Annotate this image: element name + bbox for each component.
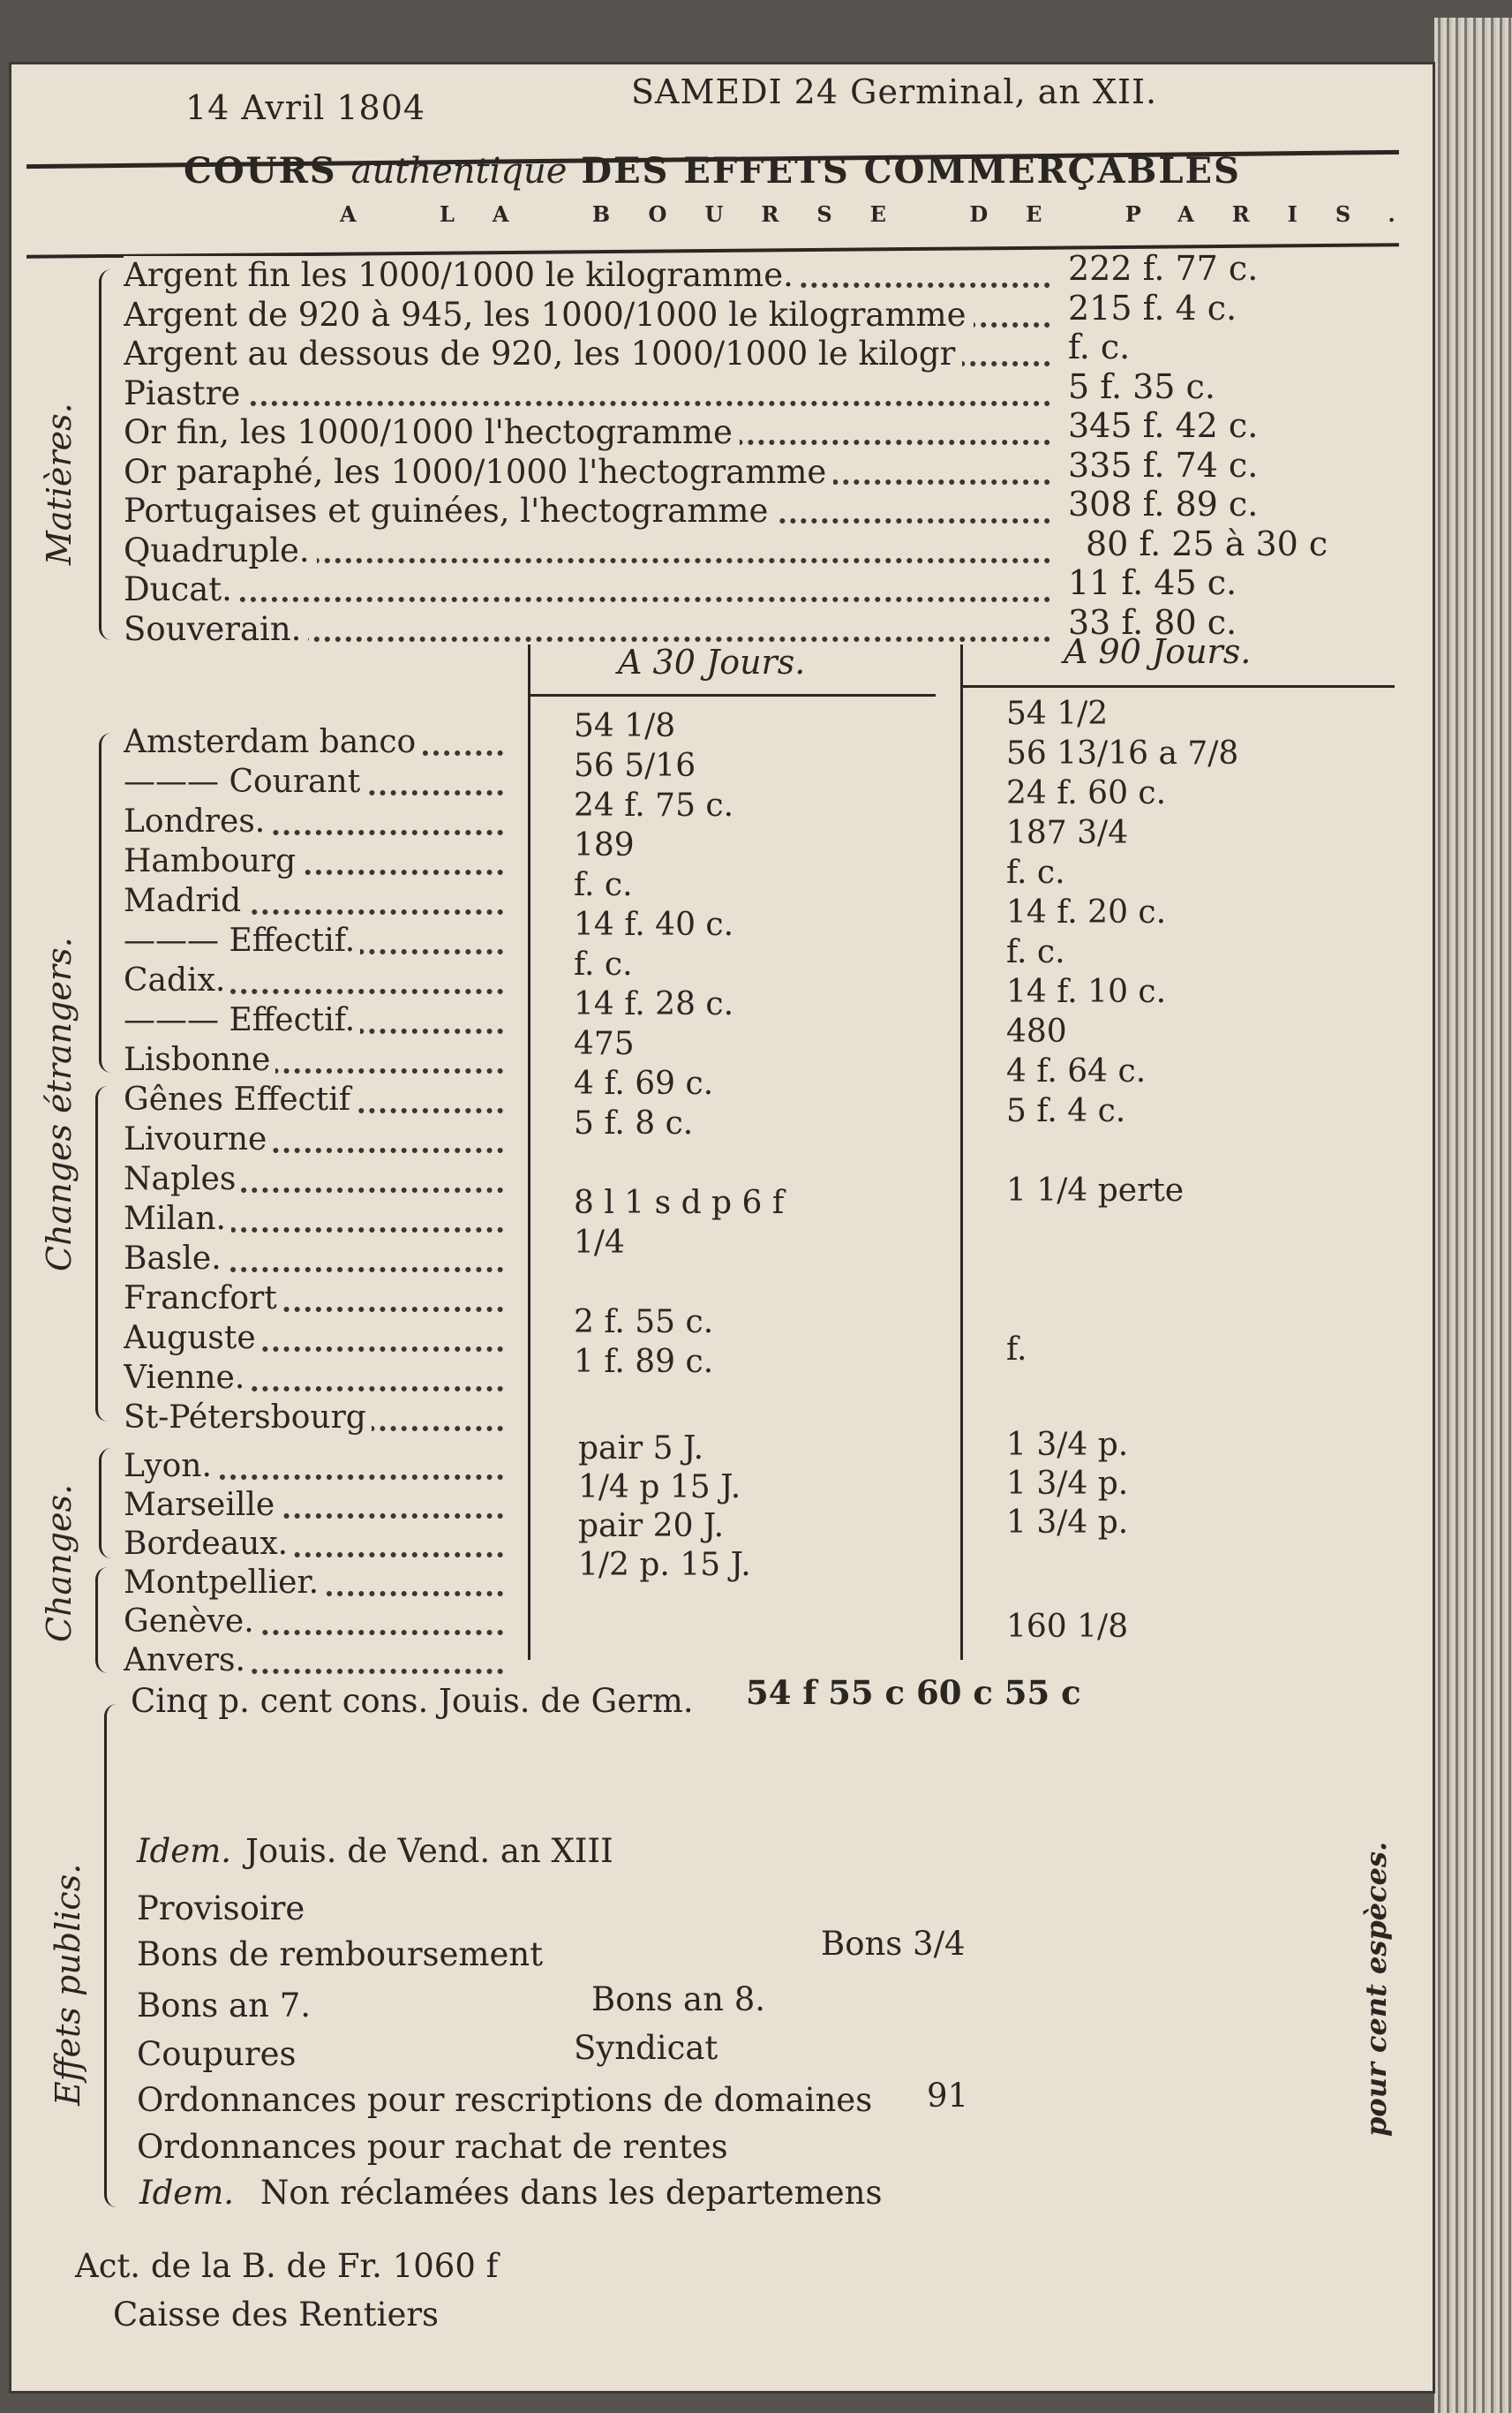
change-place-label: Bordeaux. — [124, 1526, 293, 1562]
date-gregorian: 14 Avril 1804 — [185, 88, 426, 127]
column-header-90-jours: A 90 Jours. — [1064, 632, 1252, 671]
column-divider-right — [960, 645, 963, 1660]
matiere-row — [124, 570, 1050, 609]
change-row — [124, 1487, 512, 1526]
cinq-pour-cent-value: 54 f 55 c 60 c 55 c — [746, 1673, 1081, 1712]
date-republican: SAMEDI 24 Germinal, an XII. — [631, 72, 1158, 111]
idem-jouis-rest: Jouis. de Vend. an XIII — [245, 1832, 613, 1870]
change-row — [124, 1642, 512, 1681]
change-place-label: ——— Courant — [124, 764, 365, 800]
change-etranger-row — [124, 843, 512, 882]
change-etranger-row — [124, 1280, 512, 1319]
change-etranger-row — [124, 1082, 512, 1120]
ordonnances-rachat: Ordonnances pour rachat de rentes — [137, 2128, 728, 2166]
matiere-price: 335 f. 74 c. — [1068, 445, 1259, 485]
rate-30-jours: 1/4 p 15 J. — [578, 1469, 741, 1505]
section-label-changes-etrangers: Changes étrangers. — [40, 937, 79, 1271]
rate-90-jours: 14 f. 20 c. — [1006, 894, 1167, 931]
change-place-label: Livourne — [124, 1121, 272, 1157]
change-etranger-row — [124, 1240, 512, 1279]
rate-90-jours: f. c. — [1006, 934, 1065, 970]
brace-changes-1 — [99, 1448, 117, 1558]
change-etranger-row — [124, 1201, 512, 1240]
column-header-30-jours: A 30 Jours. — [618, 643, 806, 682]
section-label-matieres: Matières. — [40, 403, 79, 565]
rate-90-jours: 5 f. 4 c. — [1006, 1093, 1126, 1129]
change-place-label: Montpellier. — [124, 1565, 324, 1601]
book-page-edges — [1434, 18, 1512, 2413]
rate-30-jours: 4 f. 69 c. — [574, 1066, 714, 1102]
rate-90-jours: 56 13/16 a 7/8 — [1006, 735, 1239, 772]
change-place-label: Madrid — [124, 883, 246, 919]
rate-30-jours: 2 f. 55 c. — [574, 1304, 714, 1340]
change-row — [124, 1448, 512, 1487]
column-rule-30 — [530, 694, 936, 697]
matiere-label: Souverain. — [124, 610, 308, 648]
cinq-pour-cent-label: Cinq p. cent cons. Jouis. de Germ. — [131, 1682, 694, 1720]
rate-30-jours: 14 f. 40 c. — [574, 907, 734, 943]
ordonnances-domaines-value: 91 — [927, 2077, 969, 2115]
change-etranger-row — [124, 1360, 512, 1399]
matiere-price: f. c. — [1068, 328, 1131, 366]
provisoire: Provisoire — [137, 1889, 305, 1927]
bons-an-7: Bons an 7. — [137, 1987, 311, 2025]
rate-30-jours: pair 5 J. — [578, 1430, 704, 1467]
matiere-row — [124, 256, 1050, 295]
rate-30-jours: 54 1/8 — [574, 708, 676, 744]
change-row — [124, 1526, 512, 1565]
change-etranger-row — [124, 1042, 512, 1081]
change-place-label: ——— Effectif. — [124, 923, 360, 959]
idem-jouis-italic: Idem. — [137, 1832, 232, 1870]
brace-matieres — [99, 269, 117, 640]
rate-90-jours: f. — [1006, 1331, 1027, 1368]
bons-remboursement: Bons de remboursement — [137, 1935, 544, 1973]
change-place-label: Lyon. — [124, 1448, 217, 1484]
change-etranger-row — [124, 803, 512, 842]
change-place-label: St-Pétersbourg — [124, 1399, 372, 1436]
matiere-price: 215 f. 4 c. — [1068, 288, 1237, 328]
change-place-label: Lisbonne — [124, 1042, 275, 1078]
change-place-label: Londres. — [124, 803, 270, 840]
leader-dots — [124, 401, 1050, 406]
brace-changes-etrangers-2 — [95, 1086, 114, 1421]
change-etranger-row — [124, 923, 512, 961]
rate-30-jours: 1 f. 89 c. — [574, 1344, 714, 1380]
matiere-price: 11 f. 45 c. — [1068, 563, 1237, 602]
change-place-label: Genève. — [124, 1603, 260, 1640]
rate-90-jours: 1 1/4 perte — [1006, 1173, 1185, 1209]
rate-30-jours: 189 — [574, 827, 635, 863]
rate-30-jours: 5 f. 8 c. — [574, 1105, 694, 1142]
change-place-label: Anvers. — [124, 1642, 251, 1678]
matiere-label: Argent au dessous de 920, les 1000/1000 le kilogr — [124, 335, 962, 373]
side-note-pour-cent-especes: pour cent espèces. — [1359, 1841, 1393, 2137]
section-label-changes: Changes. — [40, 1483, 79, 1642]
change-etranger-row — [124, 764, 512, 803]
brace-effets-publics — [104, 1704, 124, 2207]
matiere-price: 345 f. 42 c. — [1068, 406, 1259, 445]
rate-90-jours: 4 f. 64 c. — [1006, 1053, 1147, 1090]
rate-90-jours: 1 3/4 p. — [1006, 1504, 1129, 1541]
change-place-label: Basle. — [124, 1240, 227, 1277]
change-etranger-row — [124, 1399, 512, 1438]
rate-90-jours: 480 — [1006, 1014, 1067, 1050]
matiere-price: 222 f. 77 c. — [1068, 249, 1259, 288]
matiere-label: Argent fin les 1000/1000 le kilogramme. — [124, 256, 801, 294]
rate-30-jours: 1/2 p. 15 J. — [578, 1547, 751, 1583]
rate-90-jours: 160 1/8 — [1006, 1609, 1129, 1645]
rate-90-jours: 24 f. 60 c. — [1006, 775, 1167, 811]
change-place-label: Cadix. — [124, 962, 230, 999]
ordonnances-domaines: Ordonnances pour rescriptions de domaines — [137, 2081, 873, 2119]
matiere-label: Portugaises et guinées, l'hectogramme — [124, 492, 775, 530]
change-etranger-row — [124, 1161, 512, 1200]
matiere-price: 5 f. 35 c. — [1068, 366, 1215, 406]
change-place-label: Auguste — [124, 1320, 261, 1356]
rate-30-jours: f. c. — [574, 867, 633, 903]
change-etranger-row — [124, 1002, 512, 1041]
brace-changes-2 — [95, 1567, 114, 1673]
brace-changes-etrangers-1 — [99, 733, 117, 1073]
rate-90-jours: 1 3/4 p. — [1006, 1427, 1129, 1463]
matiere-row — [124, 374, 1050, 413]
rate-30-jours: f. c. — [574, 946, 633, 983]
matiere-row — [124, 610, 1050, 649]
change-etranger-row — [124, 962, 512, 1001]
change-etranger-row — [124, 1121, 512, 1160]
matiere-label: Argent de 920 à 945, les 1000/1000 le kilogramme — [124, 296, 974, 334]
rate-90-jours: 14 f. 10 c. — [1006, 974, 1167, 1010]
change-etranger-row — [124, 883, 512, 922]
column-rule-90 — [962, 685, 1395, 688]
rate-30-jours: 14 f. 28 c. — [574, 986, 734, 1022]
matiere-row — [124, 532, 1050, 570]
change-row — [124, 1565, 512, 1603]
page-title: COURS authentique DES EFFETS COMMERÇABLES — [184, 150, 1241, 192]
footer-action-banque: Act. de la B. de Fr. 1060 f — [75, 2247, 499, 2285]
change-place-label: Hambourg — [124, 843, 301, 879]
change-place-label: Naples — [124, 1161, 241, 1197]
rate-30-jours: 475 — [574, 1026, 635, 1062]
matiere-row — [124, 492, 1050, 531]
bons-3-4: Bons 3/4 — [821, 1925, 966, 1963]
idem-non-reclamees-italic: Idem. — [139, 2174, 235, 2212]
matiere-price: 80 f. 25 à 30 c — [1086, 524, 1328, 563]
matiere-row — [124, 296, 1050, 335]
change-place-label: Marseille — [124, 1487, 280, 1523]
matiere-label: Ducat. — [124, 570, 239, 608]
change-place-label: Gênes Effectif — [124, 1082, 356, 1118]
matiere-price: 33 f. 80 c. — [1068, 602, 1237, 642]
matiere-row — [124, 453, 1050, 492]
idem-non-reclamees-rest: Non réclamées dans les departemens — [260, 2174, 883, 2212]
column-divider-left — [528, 645, 530, 1660]
change-place-label: Milan. — [124, 1201, 231, 1237]
matiere-row — [124, 413, 1050, 452]
change-place-label: Francfort — [124, 1280, 282, 1316]
rate-30-jours: 1/4 — [574, 1225, 625, 1261]
rate-30-jours: pair 20 J. — [578, 1508, 725, 1544]
matiere-label: Or fin, les 1000/1000 l'hectogramme — [124, 413, 740, 451]
section-label-effets-publics: Effets publics. — [49, 1863, 87, 2106]
page-subtitle: A LA BOURSE DE PARIS. — [340, 201, 1433, 227]
rate-30-jours: 56 5/16 — [574, 748, 696, 784]
matiere-label: Or paraphé, les 1000/1000 l'hectogramme — [124, 453, 833, 491]
change-etranger-row — [124, 1320, 512, 1359]
rate-90-jours: 1 3/4 p. — [1006, 1466, 1129, 1502]
matiere-row — [124, 335, 1050, 373]
change-place-label: ——— Effectif. — [124, 1002, 360, 1038]
rate-30-jours: 24 f. 75 c. — [574, 788, 734, 824]
matiere-price: 308 f. 89 c. — [1068, 485, 1259, 524]
coupures: Coupures — [137, 2035, 297, 2073]
matiere-label: Quadruple. — [124, 532, 317, 569]
leader-dots — [124, 597, 1050, 602]
rate-90-jours: 54 1/2 — [1006, 696, 1109, 732]
matiere-label: Piastre — [124, 374, 247, 412]
rate-90-jours: f. c. — [1006, 855, 1065, 891]
change-row — [124, 1603, 512, 1642]
bons-an-8: Bons an 8. — [591, 1980, 765, 2018]
syndicat: Syndicat — [574, 2029, 718, 2067]
change-etranger-row — [124, 724, 512, 763]
footer-caisse-rentiers: Caisse des Rentiers — [113, 2296, 440, 2334]
rate-30-jours: 8 l 1 s d p 6 f — [574, 1185, 785, 1221]
change-place-label: Amsterdam banco — [124, 724, 421, 760]
change-place-label: Vienne. — [124, 1360, 250, 1396]
rate-90-jours: 187 3/4 — [1006, 815, 1129, 851]
